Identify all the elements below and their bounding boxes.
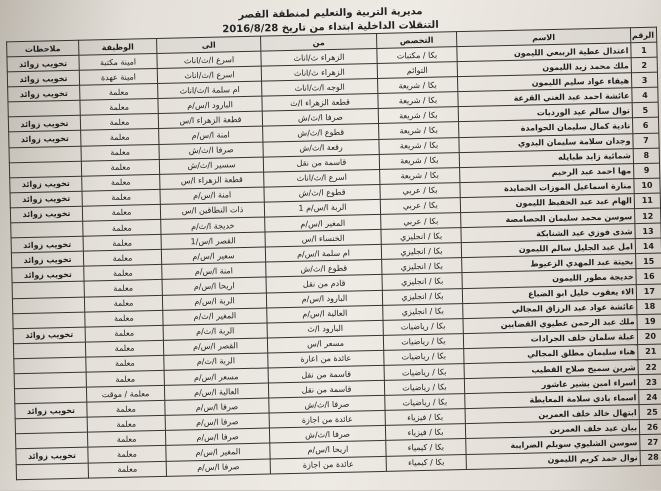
cell-job: معلمة [81,144,159,161]
cell-num: 20 [637,329,661,345]
cell-job: معلمة [88,461,166,478]
cell-from: عائدة من اجازة [270,456,386,474]
cell-job: معلمة [85,310,163,327]
cell-notes [15,432,87,449]
cell-from: قاسمة من نقل [268,365,384,383]
cell-from: الوجه ا/ث/اناث [262,79,378,97]
cell-to: المغير ا/ث/م [163,308,267,325]
cell-num: 15 [636,253,661,269]
cell-spec: بكا / انجليزي [382,258,462,275]
cell-name: شرين سميح صلاح القطيب [464,360,638,379]
cell-name: هيفاء عواد سليم الليمون [458,73,632,92]
cell-name: شذى فوزي عبد الشنابكة [461,224,635,243]
cell-name: اسماء بادي سلامة المعايطة [465,390,639,409]
cell-name: عائشة عواد عبد الرزاق المجالي [463,299,637,318]
transfers-table-wrap [6,27,661,491]
cell-to: الربة ا/ث/م [163,323,267,340]
cell-spec: بكا / شريعة [379,137,459,154]
cell-to: قطعة الزهراء ا/س [160,172,264,189]
cell-from: اسرع ا/ث/اناث [264,169,380,187]
cell-job: معلمة [85,325,163,342]
cell-to: ام سلمة ا/ث/اناث [158,81,262,98]
cell-to: صرفا ا/س/م [165,398,269,415]
cell-job: معلمة [88,446,166,463]
cell-from: الزهراء ث/اناث [261,64,377,82]
cell-name: نوال سالم عيد الورديات [458,103,632,122]
cell-notes: تخويب زوائد [10,176,82,193]
cell-spec: بكا / عربي [381,213,461,230]
cell-job: معلمة [81,129,159,146]
cell-spec: بكا / انجليزي [382,288,462,305]
cell-from: رقعة ا/ث/ش [263,139,379,157]
cell-notes: تخويب زوائد [7,70,79,87]
cell-notes: تخويب زوائد [15,402,87,419]
cell-to: امنة ا/س/م [162,262,266,279]
cell-job: امينة عهدة [79,69,157,86]
cell-from: اريحا ا/س/م [270,441,386,459]
cell-job: معلمة [83,219,161,236]
cell-from: البارود ا/س/م [266,290,382,308]
cell-spec: التوائم [377,62,457,79]
cell-job: معلمة [83,250,161,267]
cell-notes [14,357,86,374]
cell-name: نوال حمد كريم الليمون [466,450,640,469]
cell-to: المغير ا/س/م [166,443,270,460]
cell-spec: بكا / شريعة [378,92,458,109]
cell-name: بيان عيد خلف العمرين [465,420,639,439]
cell-notes: تخويب زوائد [13,327,85,344]
cell-name: عائشة احمد عبد الغني القرعة [458,88,632,107]
cell-name: مها احمد عبد الرحيم [460,163,634,182]
cell-spec: بكا / عربي [380,182,460,199]
cell-to: خديجة ا/ث/م [161,217,265,234]
cell-name: اعتدال عطية الربيعي الليمون [457,43,631,62]
cell-from: الخنساء ا/س [265,230,381,248]
document-subtitle: التنقلات الداخلية ابتداء من تاريخ 2016/8/28 [222,19,439,36]
cell-name: ملك عبد الرحمن عطيوي القضايين [463,314,637,333]
cell-notes: تخويب زوائد [10,191,82,208]
cell-notes: تخويب زوائد [8,85,80,102]
cell-name: بخيتة عبد المهدي الزعيوط [462,254,636,273]
cell-num: 5 [632,102,658,118]
cell-spec: بكا / مكتبات [377,47,457,64]
cell-notes [9,161,81,178]
cell-to: صرفا ا/س/م [166,459,270,476]
cell-name: نادية كمال سليمان الحوامدة [459,118,633,137]
cell-notes [14,387,86,404]
cell-spec: بكا / انجليزي [381,228,461,245]
cell-num: 22 [638,359,661,375]
cell-notes [11,221,83,238]
cell-name: هناء سليمان مطلق المجالي [464,344,638,363]
cell-to: الربة ا/ث/م [164,353,268,370]
cell-num: 26 [639,419,661,435]
cell-num: 16 [636,268,661,284]
col-header-spec: التخصص [376,32,456,49]
cell-name: شمائية زايد طبايله [459,148,633,167]
cell-job: معلمة [84,295,162,312]
col-header-from: من [261,33,377,51]
cell-name: عبلة سلمان خلف الجرادات [463,329,637,348]
col-header-to: الى [157,36,261,53]
cell-job: معلمة [81,159,159,176]
cell-num: 7 [633,133,659,149]
cell-num: 23 [638,374,661,390]
cell-to: القصر ا/س/م [163,338,267,355]
cell-job: معلمة [82,174,160,191]
cell-notes [8,100,80,117]
cell-to: البارود ا/س/م [158,96,262,113]
cell-name: الهام عيد عبد الحفيظ الليمون [460,194,634,213]
cell-from: قطوع ا/ث/ش [263,124,379,142]
cell-spec: بكا / رياضيات [384,379,464,396]
cell-num: 9 [634,163,660,179]
cell-from: ام سلمة ا/س/م [265,245,381,263]
cell-name: منارة اسماعيل الموزات الحمايدة [460,179,634,198]
cell-spec: بكا / شريعة [379,152,459,169]
cell-to: مسعر ا/س/م [164,368,268,385]
cell-job: معلمة [83,235,161,252]
cell-from: قاسمة من نقل [263,154,379,172]
transfers-table [6,27,661,480]
cell-job: معلمة [82,204,160,221]
cell-spec: بكا / انجليزي [381,243,461,260]
cell-notes: تخويب زوائد [11,236,83,253]
cell-to: امنة ا/س/م [159,127,263,144]
cell-name: سوسن الشلبوي سويلم الضرايبة [466,435,640,454]
col-header-name: الاسم [456,28,630,47]
cell-job: معلمة [80,99,158,116]
cell-spec: بكا / شريعة [378,77,458,94]
document-title: مديرية التربية والتعليم لمنطقة القصر [238,6,423,21]
cell-job: معلمة [80,84,158,101]
cell-from: مسعر ا/س [267,335,383,353]
cell-to: امنة ا/س/م [160,187,264,204]
cell-num: 25 [639,404,661,420]
cell-from: عائدة من اعارة [268,350,384,368]
cell-from: قطعة الزهراء ا/ث [262,94,378,112]
cell-name: امل عبد الجليل سالم الليمون [461,239,635,258]
cell-job: معلمة [87,401,165,418]
cell-spec: بكا / رياضيات [385,394,465,411]
cell-num: 12 [635,208,661,224]
cell-from: المغير ا/س/م [265,214,381,232]
cell-notes: تخويب زوائد [9,131,81,148]
cell-num: 6 [632,118,658,134]
cell-to: صرفا ا/ث/ش [159,142,263,159]
cell-num: 1 [631,42,657,58]
cell-to: العالية ا/س/م [164,383,268,400]
cell-to: صرفا ا/س/م [165,413,269,430]
cell-num: 4 [632,87,658,103]
cell-from: صرفا ا/ث/ش [269,396,385,414]
cell-num: 13 [635,223,661,239]
cell-spec: بكا / رياضيات [383,318,463,335]
cell-from: العالية ا/س/م [267,305,383,323]
cell-name: سوسن محمد سليمان الحصامصة [461,209,635,228]
cell-job: معلمة [84,280,162,297]
cell-from: قادم من نقل [266,275,382,293]
cell-notes: تخويب زوائد [10,206,82,223]
cell-notes [16,463,88,480]
cell-from: قطوع ا/ث/ش [264,184,380,202]
cell-num: 3 [631,72,657,88]
cell-spec: بكا / رياضيات [383,333,463,350]
cell-to: الربة ا/س/م [162,293,266,310]
cell-num: 24 [639,389,661,405]
cell-job: معلمة [86,370,164,387]
cell-spec: بكا / رياضيات [384,348,464,365]
cell-to: قطعة الزهراء ا/س [158,111,262,128]
col-header-job: الوظيفة [79,38,157,55]
cell-to: اسرع ا/ث/اناث [157,66,261,83]
cell-from: صرفا ا/ث/ش [262,109,378,127]
cell-job: معلمة [82,189,160,206]
cell-num: 28 [640,450,661,466]
cell-to: اريحا ا/س/م [162,277,266,294]
cell-spec: بكا / فيزياء [385,424,465,441]
cell-job: معلمة [85,340,163,357]
cell-notes [13,312,85,329]
cell-spec: بكا / انجليزي [382,273,462,290]
cell-num: 17 [636,284,661,300]
cell-from: الربة ا/س/م 1 [264,199,380,217]
cell-notes [13,342,85,359]
cell-num: 2 [631,57,657,73]
table-body [7,42,661,479]
cell-num: 21 [638,344,661,360]
cell-spec: بكا / عربي [380,198,460,215]
cell-spec: بكا / كيمياء [386,439,466,456]
cell-num: 18 [637,299,661,315]
cell-name: الاء يعقوب خليل ابو الضباع [462,284,636,303]
cell-name: ملك محمد زيد الليمون [457,58,631,77]
cell-to: القصر ا/س/1 [161,232,265,249]
cell-notes [15,417,87,434]
cell-from: قطوع ا/ث/ش [266,260,382,278]
cell-notes: تخويب زوائد [11,251,83,268]
cell-notes [12,282,84,299]
cell-job: معلمة [87,416,165,433]
cell-num: 27 [640,434,661,450]
cell-name: ابتهال خالد خلف العمرين [465,405,639,424]
cell-spec: بكا / رياضيات [384,364,464,381]
cell-notes [14,372,86,389]
cell-from: الزهراء ث/اناث [261,48,377,66]
cell-job: معلمة / موقت [86,385,164,402]
cell-spec: بكا / شريعة [379,122,459,139]
cell-notes: تخويب زوائد [16,448,88,465]
cell-num: 8 [633,148,659,164]
cell-notes: تخويب زوائد [8,116,80,133]
cell-num: 11 [634,193,660,209]
cell-to: سسير ا/ث/ش [159,157,263,174]
cell-notes [9,146,81,163]
cell-notes: تخويب زوائد [12,266,84,283]
cell-job: معلمة [86,355,164,372]
cell-job: امينة مكتبة [79,53,157,70]
cell-spec: بكا / شريعة [378,107,458,124]
cell-spec: بكا / شريعة [380,167,460,184]
cell-from: صرفا ا/ث/ش [269,426,385,444]
cell-from: البارود ا/ث [267,320,383,338]
cell-to: اسرع ا/ث/اناث [157,51,261,68]
cell-spec: بكا / كيمياء [386,454,466,471]
cell-to: ذات النطاقين ا/س [160,202,264,219]
cell-spec: بكا / انجليزي [383,303,463,320]
cell-from: عائدة من اجازة [269,411,385,429]
cell-num: 10 [634,178,660,194]
cell-num: 19 [637,314,661,330]
cell-job: معلمة [87,431,165,448]
cell-job: معلمة [84,265,162,282]
cell-notes [12,297,84,314]
cell-name: خديجة مطور الليمون [462,269,636,288]
cell-spec: بكا / فيزياء [385,409,465,426]
col-header-notes: ملاحظات [7,40,79,57]
cell-name: اسراء امين بشير عاشور [464,375,638,394]
cell-notes: تخويب زوائد [7,55,79,72]
cell-from: قاسمة من نقل [268,380,384,398]
cell-num: 14 [635,238,661,254]
cell-job: معلمة [80,114,158,131]
cell-name: وجدان سلامة سليمان البدوي [459,133,633,152]
cell-to: سعير ا/س/م [161,247,265,264]
cell-to: صرفا ا/س/م [165,428,269,445]
col-header-num: الرقم [630,27,656,43]
